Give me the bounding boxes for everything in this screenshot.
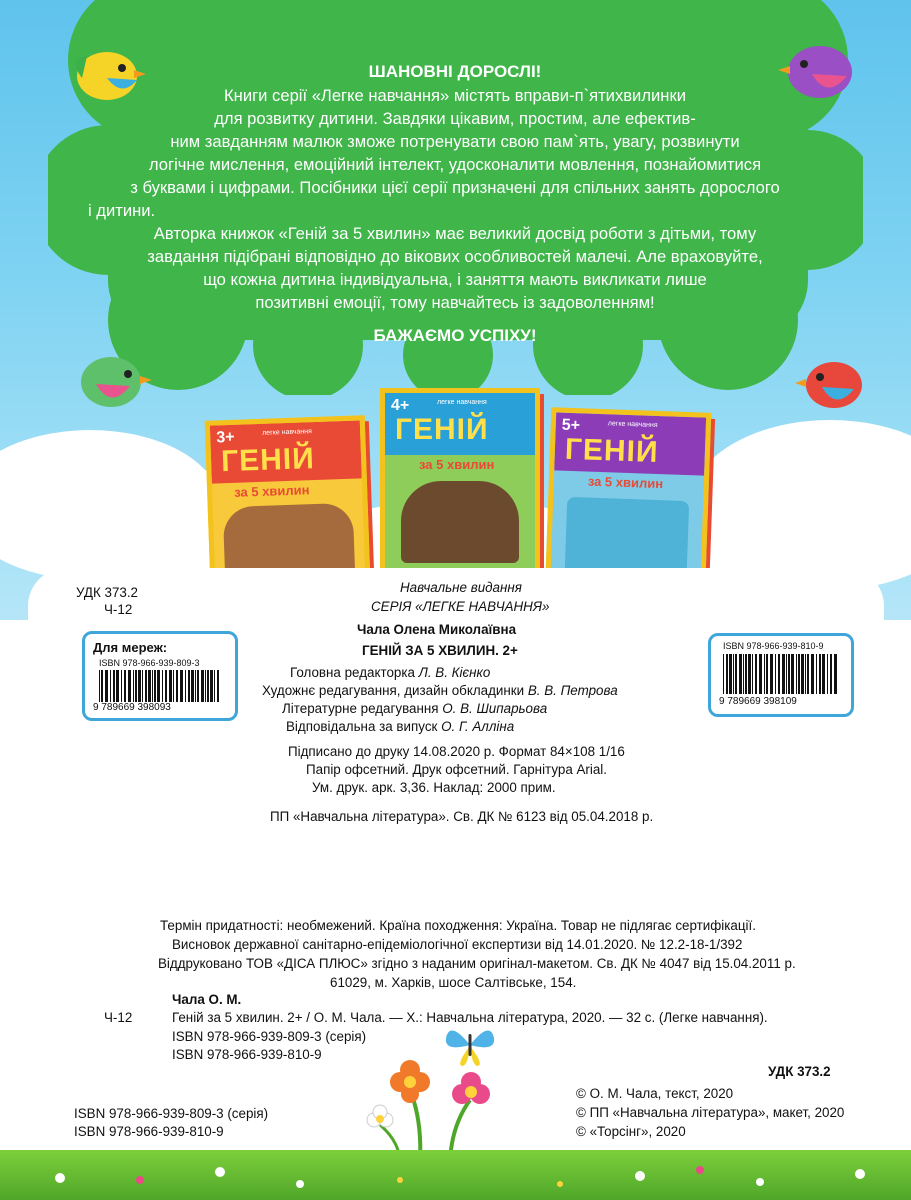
barcode-bar bbox=[755, 654, 757, 694]
art-name: В. В. Петрова bbox=[527, 683, 618, 698]
barcode-bar bbox=[197, 670, 199, 702]
barcode-bar bbox=[764, 654, 765, 694]
book-age: 5+ bbox=[561, 416, 581, 435]
book-title: ГЕНІЙ bbox=[395, 413, 489, 446]
lit-line bbox=[282, 700, 547, 717]
catalog-code: Ч-12 bbox=[104, 1010, 133, 1025]
barcode-bar bbox=[133, 670, 134, 702]
barcode-bar bbox=[778, 654, 780, 694]
barcode-bar bbox=[748, 654, 751, 694]
barcode-bar bbox=[801, 654, 804, 694]
book-series: легке навчання bbox=[607, 420, 658, 429]
barcode-bar bbox=[798, 654, 800, 694]
barcode-bar bbox=[723, 654, 724, 694]
notice-line: з буквами і цифрами. Посібники цієї серії призначені для спільних занять дорослого bbox=[130, 178, 780, 197]
lit-label: Літературне редагування bbox=[282, 701, 443, 716]
barcode-bar bbox=[205, 670, 206, 702]
barcode-left bbox=[82, 631, 238, 721]
book-title: ГЕНІЙ bbox=[564, 432, 660, 470]
catalog-author: Чала О. М. bbox=[172, 992, 242, 1007]
book-title-line: ГЕНІЙ ЗА 5 ХВИЛИН. 2+ bbox=[362, 643, 518, 658]
barcode-bar bbox=[733, 654, 734, 694]
barcode-bar bbox=[819, 654, 821, 694]
barcode-bar bbox=[796, 654, 797, 694]
copyright-line: © ПП «Навчальна література», макет, 2020 bbox=[576, 1105, 845, 1120]
barcode-bar bbox=[782, 654, 785, 694]
barcode-bar bbox=[162, 670, 163, 702]
udk-left: УДК 373.2 bbox=[76, 585, 139, 600]
barcode-left-isbn: ISBN 978-966-939-809-3 bbox=[99, 658, 200, 668]
barcode-bar bbox=[830, 654, 832, 694]
notice-line: логічне мислення, емоційний інтелект, удосконалити мовлення, познайомитися bbox=[148, 155, 762, 174]
barcode-bar bbox=[121, 670, 122, 702]
grass-flowers bbox=[0, 1150, 911, 1200]
barcode-right-number: 9 789669 398109 bbox=[719, 696, 797, 707]
barcode-bar bbox=[169, 670, 172, 702]
barcode-bar bbox=[788, 654, 790, 694]
barcode-bar bbox=[786, 654, 787, 694]
barcode-bar bbox=[726, 654, 728, 694]
notice-line: що кожна дитина індивідуальна, і заняття мають викликати лише bbox=[203, 270, 707, 289]
bird-icon-green bbox=[66, 340, 156, 420]
barcode-bar bbox=[188, 670, 190, 702]
barcode-bar bbox=[739, 654, 742, 694]
barcode-bar bbox=[834, 654, 837, 694]
barcode-bar bbox=[752, 654, 753, 694]
notice-line: Авторка книжок «Геній за 5 хвилин» має великий досвід роботи з дітьми, тому bbox=[153, 224, 757, 243]
barcode-bar bbox=[152, 670, 153, 702]
barcode-bar bbox=[135, 670, 137, 702]
catalog-udk: УДК 373.2 bbox=[768, 1064, 831, 1079]
copyright-line: © О. М. Чала, текст, 2020 bbox=[576, 1086, 734, 1101]
barcode-bar bbox=[743, 654, 744, 694]
lit-name: О. В. Шипарьова bbox=[442, 701, 548, 716]
book-title: ГЕНІЙ bbox=[220, 442, 316, 479]
print-info-line: Папір офсетний. Друк офсетний. Гарнітура Arial. bbox=[306, 762, 608, 777]
book-series: легке навчання bbox=[262, 428, 313, 437]
notice-text bbox=[88, 60, 780, 348]
barcode-bar bbox=[214, 670, 215, 702]
barcode-bar bbox=[165, 670, 167, 702]
print-info-line: Підписано до друку 14.08.2020 р. Формат 84×108 1/16 bbox=[288, 744, 625, 759]
barcode-bar bbox=[148, 670, 151, 702]
barcode-bar bbox=[105, 670, 108, 702]
series-name: СЕРІЯ «ЛЕГКЕ НАВЧАННЯ» bbox=[371, 599, 550, 614]
barcode-bar bbox=[154, 670, 156, 702]
barcode-bar bbox=[110, 670, 111, 702]
editor-line bbox=[290, 664, 490, 681]
print-info-line: Ум. друк. арк. 3,36. Наклад: 2000 прим. bbox=[312, 780, 556, 795]
book-illustration bbox=[401, 481, 519, 563]
catalog-entry: Геній за 5 хвилин. 2+ / О. М. Чала. — Х.: Навчальна література, 2020. — 32 с. (Легке навчання). bbox=[172, 1010, 768, 1025]
legal-line: Віддруковано ТОВ «ДІСА ПЛЮС» згідно з наданим оригінал-макетом. Св. ДК № 4047 від 15.04.2011 р. bbox=[158, 956, 796, 971]
bird-icon-red bbox=[792, 345, 877, 420]
barcode-bar bbox=[142, 670, 143, 702]
barcode-bar bbox=[176, 670, 178, 702]
catalog-isbn: ISBN 978-966-939-810-9 bbox=[172, 1047, 322, 1062]
editor-name: Л. В. Кієнко bbox=[418, 665, 491, 680]
barcode-bar bbox=[138, 670, 141, 702]
butterfly-icon bbox=[440, 1020, 500, 1070]
code-left: Ч-12 bbox=[104, 602, 133, 617]
barcode-bar bbox=[185, 670, 186, 702]
barcode-left-number: 9 789669 398093 bbox=[93, 702, 171, 713]
barcode-bar bbox=[124, 670, 126, 702]
book-subtitle: за 5 хвилин bbox=[233, 482, 310, 500]
barcode-bar bbox=[775, 654, 776, 694]
edition-type: Навчальне видання bbox=[400, 580, 522, 595]
book-cover-4plus bbox=[380, 388, 540, 580]
bottom-isbn: ISBN 978-966-939-810-9 bbox=[74, 1124, 224, 1139]
book-age: 3+ bbox=[216, 428, 235, 447]
barcode-bar bbox=[116, 670, 119, 702]
notice-line: позитивні емоції, тому навчайтесь із задоволенням! bbox=[255, 293, 655, 312]
barcode-bar bbox=[791, 654, 794, 694]
barcode-bar bbox=[217, 670, 219, 702]
barcode-bar bbox=[180, 670, 183, 702]
notice-line: завдання підібрані відповідно до вікових особливостей малечі. Але враховуйте, bbox=[147, 247, 763, 266]
resp-label: Відповідальна за випуск bbox=[286, 719, 442, 734]
barcode-bar bbox=[770, 654, 773, 694]
legal-line: Термін придатності: необмежений. Країна походження: Україна. Товар не підлягає сертифікації. bbox=[160, 918, 756, 933]
barcode-bar bbox=[811, 654, 814, 694]
barcode-bar bbox=[766, 654, 768, 694]
barcode-bar bbox=[759, 654, 762, 694]
barcode-bar bbox=[805, 654, 806, 694]
barcode-bar bbox=[745, 654, 747, 694]
art-line bbox=[262, 682, 618, 699]
book-series: легке навчання bbox=[437, 399, 487, 406]
barcode-bar bbox=[195, 670, 196, 702]
barcode-bar bbox=[157, 670, 160, 702]
barcode-bar bbox=[816, 654, 817, 694]
resp-name: О. Г. Алліна bbox=[441, 719, 515, 734]
barcode-left-bars bbox=[99, 670, 221, 702]
barcode-bar bbox=[735, 654, 737, 694]
barcode-bar bbox=[191, 670, 194, 702]
barcode-bar bbox=[729, 654, 732, 694]
barcode-bar bbox=[99, 670, 100, 702]
barcode-left-label: Для мереж: bbox=[93, 640, 168, 655]
barcode-bar bbox=[113, 670, 115, 702]
barcode-bar bbox=[145, 670, 147, 702]
barcode-bar bbox=[807, 654, 809, 694]
catalog-isbn: ISBN 978-966-939-809-3 (серія) bbox=[172, 1029, 367, 1044]
notice-line: ним завданням малюк зможе потренувати свою пам`ять, увагу, розвинути bbox=[170, 132, 740, 151]
publisher-line: ПП «Навчальна література». Св. ДК № 6123 від 05.04.2018 р. bbox=[270, 809, 654, 824]
barcode-bar bbox=[822, 654, 825, 694]
resp-line bbox=[286, 718, 514, 735]
barcode-bar bbox=[201, 670, 204, 702]
barcode-bar bbox=[210, 670, 213, 702]
barcode-bar bbox=[827, 654, 828, 694]
barcode-right-bars bbox=[723, 654, 841, 694]
barcode-bar bbox=[101, 670, 103, 702]
barcode-right bbox=[708, 633, 854, 717]
barcode-bar bbox=[173, 670, 174, 702]
book-subtitle: за 5 хвилин bbox=[419, 457, 495, 472]
bottom-isbn: ISBN 978-966-939-809-3 (серія) bbox=[74, 1106, 269, 1121]
art-label: Художнє редагування, дизайн обкладинки bbox=[262, 683, 528, 698]
book-subtitle: за 5 хвилин bbox=[587, 473, 664, 492]
notice-line: Книги серії «Легке навчання» містять вправи-п`ятихвилинки bbox=[224, 86, 686, 105]
barcode-bar bbox=[207, 670, 209, 702]
notice-line: для розвитку дитини. Завдяки цікавим, простим, але ефектив- bbox=[214, 109, 696, 128]
legal-line: Висновок державної санітарно-епідеміологічної експертизи від 14.01.2020. № 12.2-18-1/392 bbox=[172, 937, 743, 952]
legal-line: 61029, м. Харків, шосе Салтівське, 154. bbox=[330, 975, 577, 990]
book-age: 4+ bbox=[391, 397, 410, 414]
notice-heading: ШАНОВНІ ДОРОСЛІ! bbox=[368, 62, 542, 81]
copyright-line: © «Торсінг», 2020 bbox=[576, 1124, 686, 1139]
editor-label: Головна редакторка bbox=[290, 665, 419, 680]
bird-icon-purple bbox=[772, 30, 867, 110]
author-name: Чала Олена Миколаївна bbox=[357, 622, 517, 637]
notice-line: і дитини. bbox=[88, 201, 156, 220]
barcode-bar bbox=[128, 670, 131, 702]
barcode-right-isbn: ISBN 978-966-939-810-9 bbox=[723, 641, 824, 651]
notice-closing: БАЖАЄМО УСПІХУ! bbox=[373, 326, 537, 345]
